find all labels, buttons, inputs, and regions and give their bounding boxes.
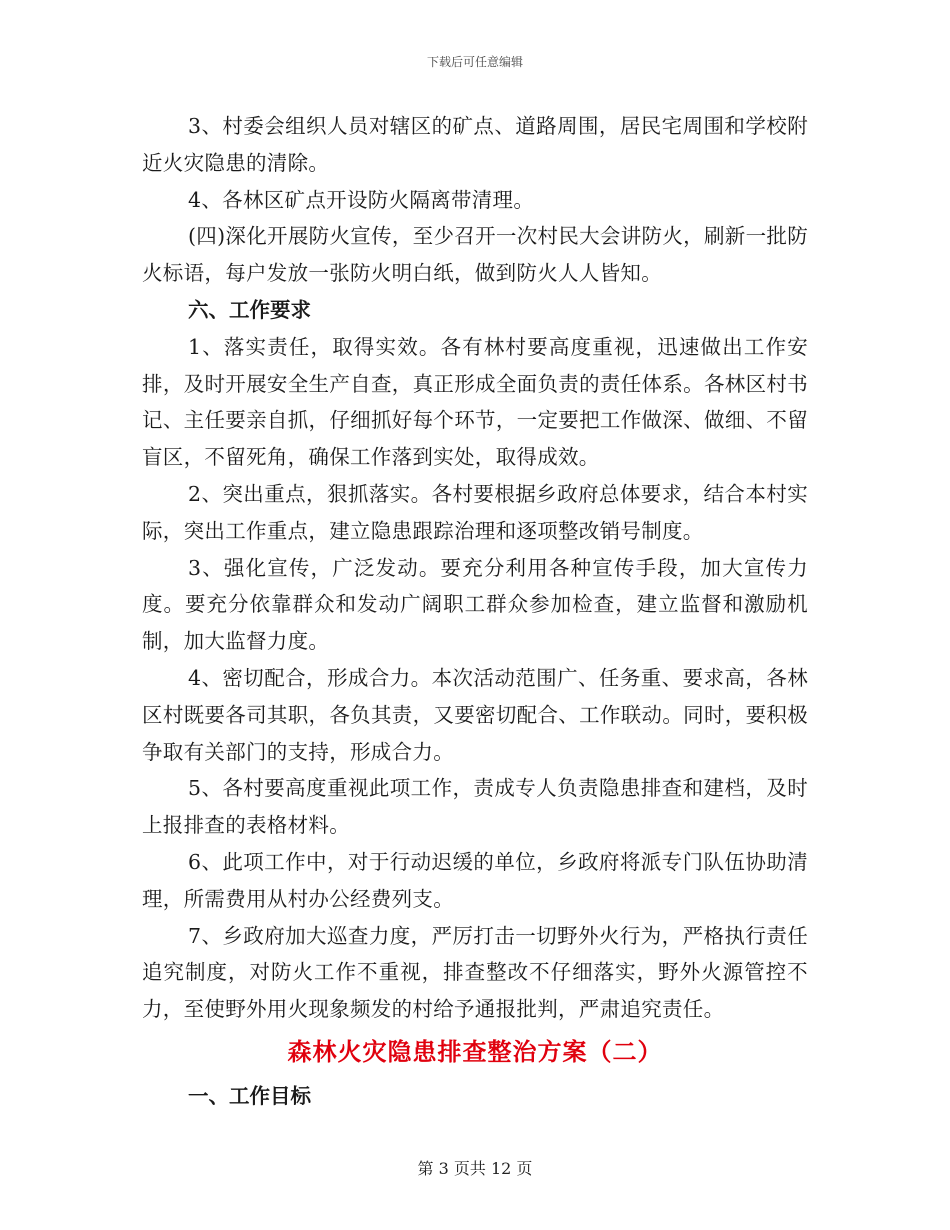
requirement-item-4: 4、密切配合，形成合力。本次活动范围广、任务重、要求高，各林区村既要各司其职，各负其责，又要密切配合、工作联动。同时，要积极争取有关部门的支持，形成合力。 [142,665,808,764]
header-note: 下载后可任意编辑 [426,55,523,69]
requirement-item-1: 1、落实责任，取得实效。各有林村要高度重视，迅速做出工作安排，及时开展安全生产自查，真正形成全面负责的责任体系。各林区村书记、主任要亲自抓，仔细抓好每个环节，一定要把工作做深、做细、不留盲区，不留死角，确保工作落到实处，取得成效。 [142,334,808,470]
section-heading-goals: 一、工作目标 [188,1083,311,1108]
section-heading-requirements: 六、工作要求 [188,297,311,322]
requirement-item-2: 2、突出重点，狠抓落实。各村要根据乡政府总体要求，结合本村实际，突出工作重点，建立隐患跟踪治理和逐项整改销号制度。 [142,481,808,543]
paragraph-item-4: 4、各林区矿点开设防火隔离带清理。 [188,187,535,212]
document-section-title: 森林火灾隐患排查整治方案（二） [287,1036,663,1066]
requirement-item-3: 3、强化宣传，广泛发动。要充分利用各种宣传手段，加大宣传力度。要充分依靠群众和发动广阔职工群众参加检查，建立监督和激励机制，加大监督力度。 [142,555,808,654]
requirement-item-5: 5、各村要高度重视此项工作，责成专人负责隐患排查和建档，及时上报排查的表格材料。 [142,776,808,838]
requirement-item-7: 7、乡政府加大巡查力度，严厉打击一切野外火行为，严格执行责任追究制度，对防火工作不重视，排查整改不仔细落实，野外火源管控不力，至使野外用火现象频发的村给予通报批判，严肃追究责任。 [142,923,808,1022]
paragraph-item-publicity: (四)深化开展防火宣传，至少召开一次村民大会讲防火，刷新一批防火标语，每户发放一张防火明白纸，做到防火人人皆知。 [142,224,808,286]
paragraph-item-3: 3、村委会组织人员对辖区的矿点、道路周围，居民宅周围和学校附近火灾隐患的清除。 [142,114,808,175]
document-body [142,108,808,1115]
page-number-footer: 第 3 页共 12 页 [417,1159,533,1178]
requirement-item-6: 6、此项工作中，对于行动迟缓的单位，乡政府将派专门队伍协助清理，所需费用从村办公经费列支。 [142,849,808,911]
